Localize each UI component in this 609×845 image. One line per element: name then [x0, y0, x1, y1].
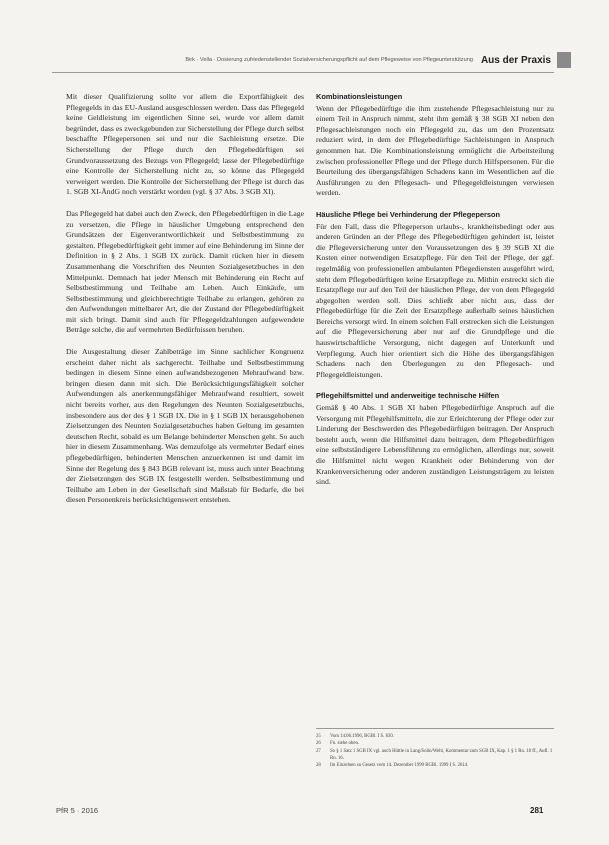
running-head: Birk · Vella · Dosierung zufriedenstellender Sozialversicherungspflicht auf dem Pflegeweise von Pflegeunterstützung [185, 57, 473, 63]
paragraph: Die Ausgestaltung dieser Zahlbeträge im Sinne sachlicher Kongruenz erscheint daher nicht als sachgerecht. Teilhabe und Selbstbestimmung bedingen in diesem Sinne einen aufwandsbezogenen Mehraufwand bzw. bringen diesen dann mit sich. Die Berücksichtigungsfähigkeit solcher Aufwendungen als anerkennungsfähiger Mehraufwand resultiert, soweit nicht bereits vorher, aus den Regelungen des Neunten Sozialgesetzbuchs, insbesondere aus der des § 1 SGB IX. Die in § 1 SGB IX herausgehobenen Zielsetzungen des Neunten Sozialgesetzbuches haben Geltung im gesamten deutschen Recht, sobald es um Belange behinderter Menschen geht. So auch hier in diesem Zusammenhang. Was demzufolge als vermehrter Bedarf eines pflegebedürftigen, behinderten Menschen anzuerkennen ist und damit im Sinne der Regelung des § 843 BGB relevant ist, muss auch unter Beachtung der Zielsetzungen des SGB IX festgestellt werden. Selbstbestimmung und Teilhabe am Leben in der Gesellschaft sind Maßstab für Bedarfe, die bei diesen Personenkreis berücksichtigenswert entstehen. [66, 347, 304, 505]
footnote-number: 28 [316, 763, 321, 769]
footnote-text: Fn. siehe oben. [330, 741, 360, 747]
footnote-text: So § 1 Satz 1 SGB IX vgl. auch Hüttle in Lang/Solin/Welti, Kommentar zum SGB IX, Kap. 1 § 1 Rn. 18 ff., Aufl. 1 Rn. 16. [330, 748, 553, 761]
footnote-text: Vom 14.06.1996, BGBl. I S. 830. [330, 734, 395, 739]
footnote [316, 762, 554, 769]
page-header [40, 50, 571, 70]
footnote [316, 740, 554, 747]
paragraph: Mit dieser Qualifizierung sollte vor allem die Exportfähigkeit des Pflegegelds in das EU-Ausland ausgeschlossen werden. Dass das Pflegegeld keine Geldleistung im eigentlichen Sinne sei, wurde vor allem damit begründet, dass es zweckgebunden zur Sicherstellung der Pflege durch selbst beschaffte Pflegepersonen sei und nur die Sachleistung ersetze. Die Sicherstellung der Pflege durch den Pflegebedürftigen sei Grundvoraussetzung des Bezugs von Pflegegeld; lasse der Pflegebedürftige eine Kontrolle der Sicherstellung nicht zu, so könne das Pflegegeld verweigert werden. Die Kontrolle der Sicherstellung der Pflege ist durch das 1. SGB XI-ÄndG noch verstärkt worden (vgl. § 37 Abs. 3 SGB XI). [66, 92, 304, 197]
footnote-number: 26 [316, 741, 321, 747]
paragraph: Wenn der Pflegebedürftige die ihm zustehende Pflegesachleistung nur zu einem Teil in Anspruch nimmt, steht ihm gemäß § 38 SGB XI neben den Pflegesachleistungen noch ein Pflegegeld zu, das um den Prozentsatz reduziert wird, in dem der Pflegebedürftige Sachleistungen in Anspruch genommen hat. Die Kombinationsleistung ermöglicht die Arbeitsteilung zwischen professioneller Pflege und der Pflege durch Hilfspersonen. Für die Beurteilung des übergangsfähigen Schadens kann im Wesentlichen auf die Ausführungen zu den Pflegesach- und Pflegegeldleistungen verwiesen werden. [316, 103, 554, 198]
journal-issue: PfR 5 · 2016 [56, 806, 99, 815]
header-marker [557, 52, 571, 68]
footnotes [316, 728, 554, 769]
section-heading: Kombinationsleistungen [316, 92, 403, 101]
paragraph: Für den Fall, dass die Pflegeperson urlaubs-, krankheitsbedingt oder aus anderen Gründen an der Pflege des Pflegebedürftigen gehindert ist, leistet die Pflegeversicherung unter den Voraussetzungen des § 39 SGB XI die Kosten einer notwendigen Ersatzpflege. Für den Teil der Pflege, der ggf. regelmäßig von professionellen ambulanten Pflegediensten ausgeführt wird, steht dem Pflegebedürftigen keine Ersatzpflege zu. Mithin erstreckt sich die Ersatzpflege nur auf den Teil der häuslichen Pflege, der von dem Pflegegeld abgegolten werden soll. Dies schließt aber nicht aus, dass der Pflegebedürftige für die Zeit der Ersatzpflege außerhalb seines häuslichen Bereichs versorgt wird. In einem solchen Fall erstrecken sich die Leistungen auf die Pflegeversicherung aber nur auf die Grundpflege und die hauswirtschaftliche Versorgung, nicht dagegen auf Unterkunft und Verpflegung. Auch hier orientiert sich die Höhe des übergangsfähigen Schadens nach den Überlegungen zu den Pflegesach- und Pflegegeldleistungen. [316, 221, 554, 379]
right-column [316, 92, 554, 499]
footnote [316, 733, 554, 740]
footnote [316, 748, 554, 763]
footnote-number: 25 [316, 734, 321, 739]
paragraph: Das Pflegegeld hat dabei auch den Zweck, den Pflegebedürftigen in die Lage zu versetzen, die Pflege in häuslicher Umgebung entsprechend den Grundsätzen der Eigenverantwortlichkeit und Selbstbestimmung zu gestalten. Pflegebedürftigkeit geht immer auf eine Behinderung im Sinne der Definition in § 2 Abs. 1 SGB IX zurück. Damit rücken hier in diesem Zusammenhang die Vorschriften des Neunten Sozialgesetzbuches in den Mittelpunkt. Demnach hat jeder Mensch mit Behinderung ein Recht auf Selbstbestimmung und Teilhabe am Leben. Auch Einkäufe, um Selbstbestimmung und gleichberechtigte Teilhabe zu erlangen, gehören zu den Aufwendungen mittelbarer Art, die der Zustand der Pflegebedürftigkeit mit sich bringt. Damit sind auch für Pflegegeldzahlungen aufgewendete Beträge solche, die auf vermehrten Bedürfnissen beruhen. [66, 208, 304, 335]
section-heading: Häusliche Pflege bei Verhinderung der Pflegeperson [316, 209, 500, 219]
left-column [66, 92, 304, 517]
section-label: Aus der Praxis [480, 54, 551, 66]
footnote-text: Im Einzelnen so Gesetz vom 14. Dezember 1999 BGBl. 1999 I S. 2614. [330, 763, 469, 769]
page-number: 281 [530, 806, 544, 815]
header-rule [52, 72, 554, 73]
section-heading: Pflegehilfsmittel und anderweitige technische Hilfen [316, 391, 500, 401]
paragraph: Gemäß § 40 Abs. 1 SGB XI haben Pflegebedürftige Anspruch auf die Versorgung mit Pflegehilfsmitteln, die zur Erleichterung der Pflege oder zur Linderung der Beschwerden des Pflegebedürftigen beitragen. Der Anspruch besteht auch, wenn die Hilfsmittel dazu beitragen, dem Pflegebedürftigen eine selbstständigere Lebensführung zu ermöglichen, allerdings nur, soweit die Hilfsmittel nicht wegen Krankheit oder Behinderung von der Krankenversicherung oder anderen zuständigen Leistungsträgern zu leisten sind. [316, 403, 554, 487]
footnote-number: 27 [316, 748, 321, 754]
